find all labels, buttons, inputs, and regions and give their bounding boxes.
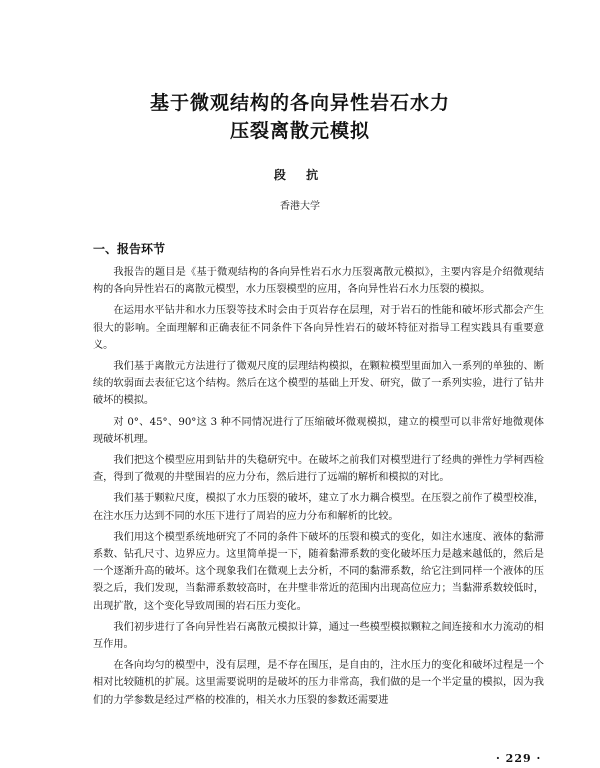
paragraph-3: 我们基于离散元方法进行了微观尺度的层理结构模拟，在颗粒模型里面加入一系列的单独的、断续的软弱面去表征它这个结构。然后在这个模型的基础上开发、研究，做了一系列实验，进行了钻井破坏的模拟。 [93,361,544,407]
paragraph-1: 我报告的题目是《基于微观结构的各向异性岩石水力压裂离散元模拟》，主要内容是介绍微观结构的各向异性岩石的离散元模型，水力压裂模型的应用，各向异性岩石水力压裂的模拟。 [93,267,544,296]
paragraph-9: 在各向均匀的模型中，没有层理，是不存在围压，是自由的，注水压力的变化和破坏过程是一个相对比较随机的扩展。这里需要说明的是破坏的压力非常高，我们做的是一个半定量的模拟，因为我们的力学参数是经过严格的校准的，相关水力压裂的参数还需要进 [93,660,544,706]
paragraph-4: 对 0°、45°、90°这 3 种不同情况进行了压缩破坏微观模拟，建立的模型可以非常好地微观体现破坏机理。 [93,416,544,445]
author-affiliation: 香港大学 [280,201,320,212]
body-text [93,264,544,713]
paragraph-6: 我们基于颗粒尺度，模拟了水力压裂的破坏，建立了水力耦合模型。在压裂之前作了模型校准，在注水压力达到不同的水压下进行了周岩的应力分布和解析的比较。 [93,493,544,522]
paragraph-7: 我们用这个模型系统地研究了不同的条件下破坏的压裂和模式的变化，如注水速度、液体的黏滞系数、钻孔尺寸、边界应力。这里简单提一下，随着黏滞系数的变化破坏压力是越来越低的，然后是一个逐渐升高的破坏。这个现象我们在微观上去分析，不同的黏滞系数，给它注到同样一个液体的压裂之后，我们发现，当黏滞系数较高时，在井壁非常近的范围内出现高位应力；当黏滞系数较低时，出现扩散，这个变化导致周围的岩石压力变化。 [93,531,544,612]
author-name: 段 抗 [273,168,327,182]
page-number: · 229 · [496,752,542,765]
paragraph-5: 我们把这个模型应用到钻井的失稳研究中。在破坏之前我们对模型进行了经典的弹性力学柯西检查，得到了微观的井壁围岩的应力分布，然后进行了远端的解析和模拟的对比。 [93,455,544,484]
paper-title-line-2: 压裂离散元模拟 [229,120,370,142]
paragraph-8: 我们初步进行了各向异性岩石离散元模拟计算，通过一些模型模拟颗粒之间连接和水力流动的相互作用。 [93,621,544,651]
paragraph-2: 在运用水平钻井和水力压裂等技术时会由于页岩存在层理，对于岩石的性能和破坏形式都会产生很大的影响。全面理解和正确表征不同条件下各向异性岩石的破坏特征对指导工程实践具有重要意义。 [93,305,544,351]
paper-title-line-1: 基于微观结构的各向异性岩石水力 [149,92,450,114]
section-heading: 一、报告环节 [93,242,166,256]
